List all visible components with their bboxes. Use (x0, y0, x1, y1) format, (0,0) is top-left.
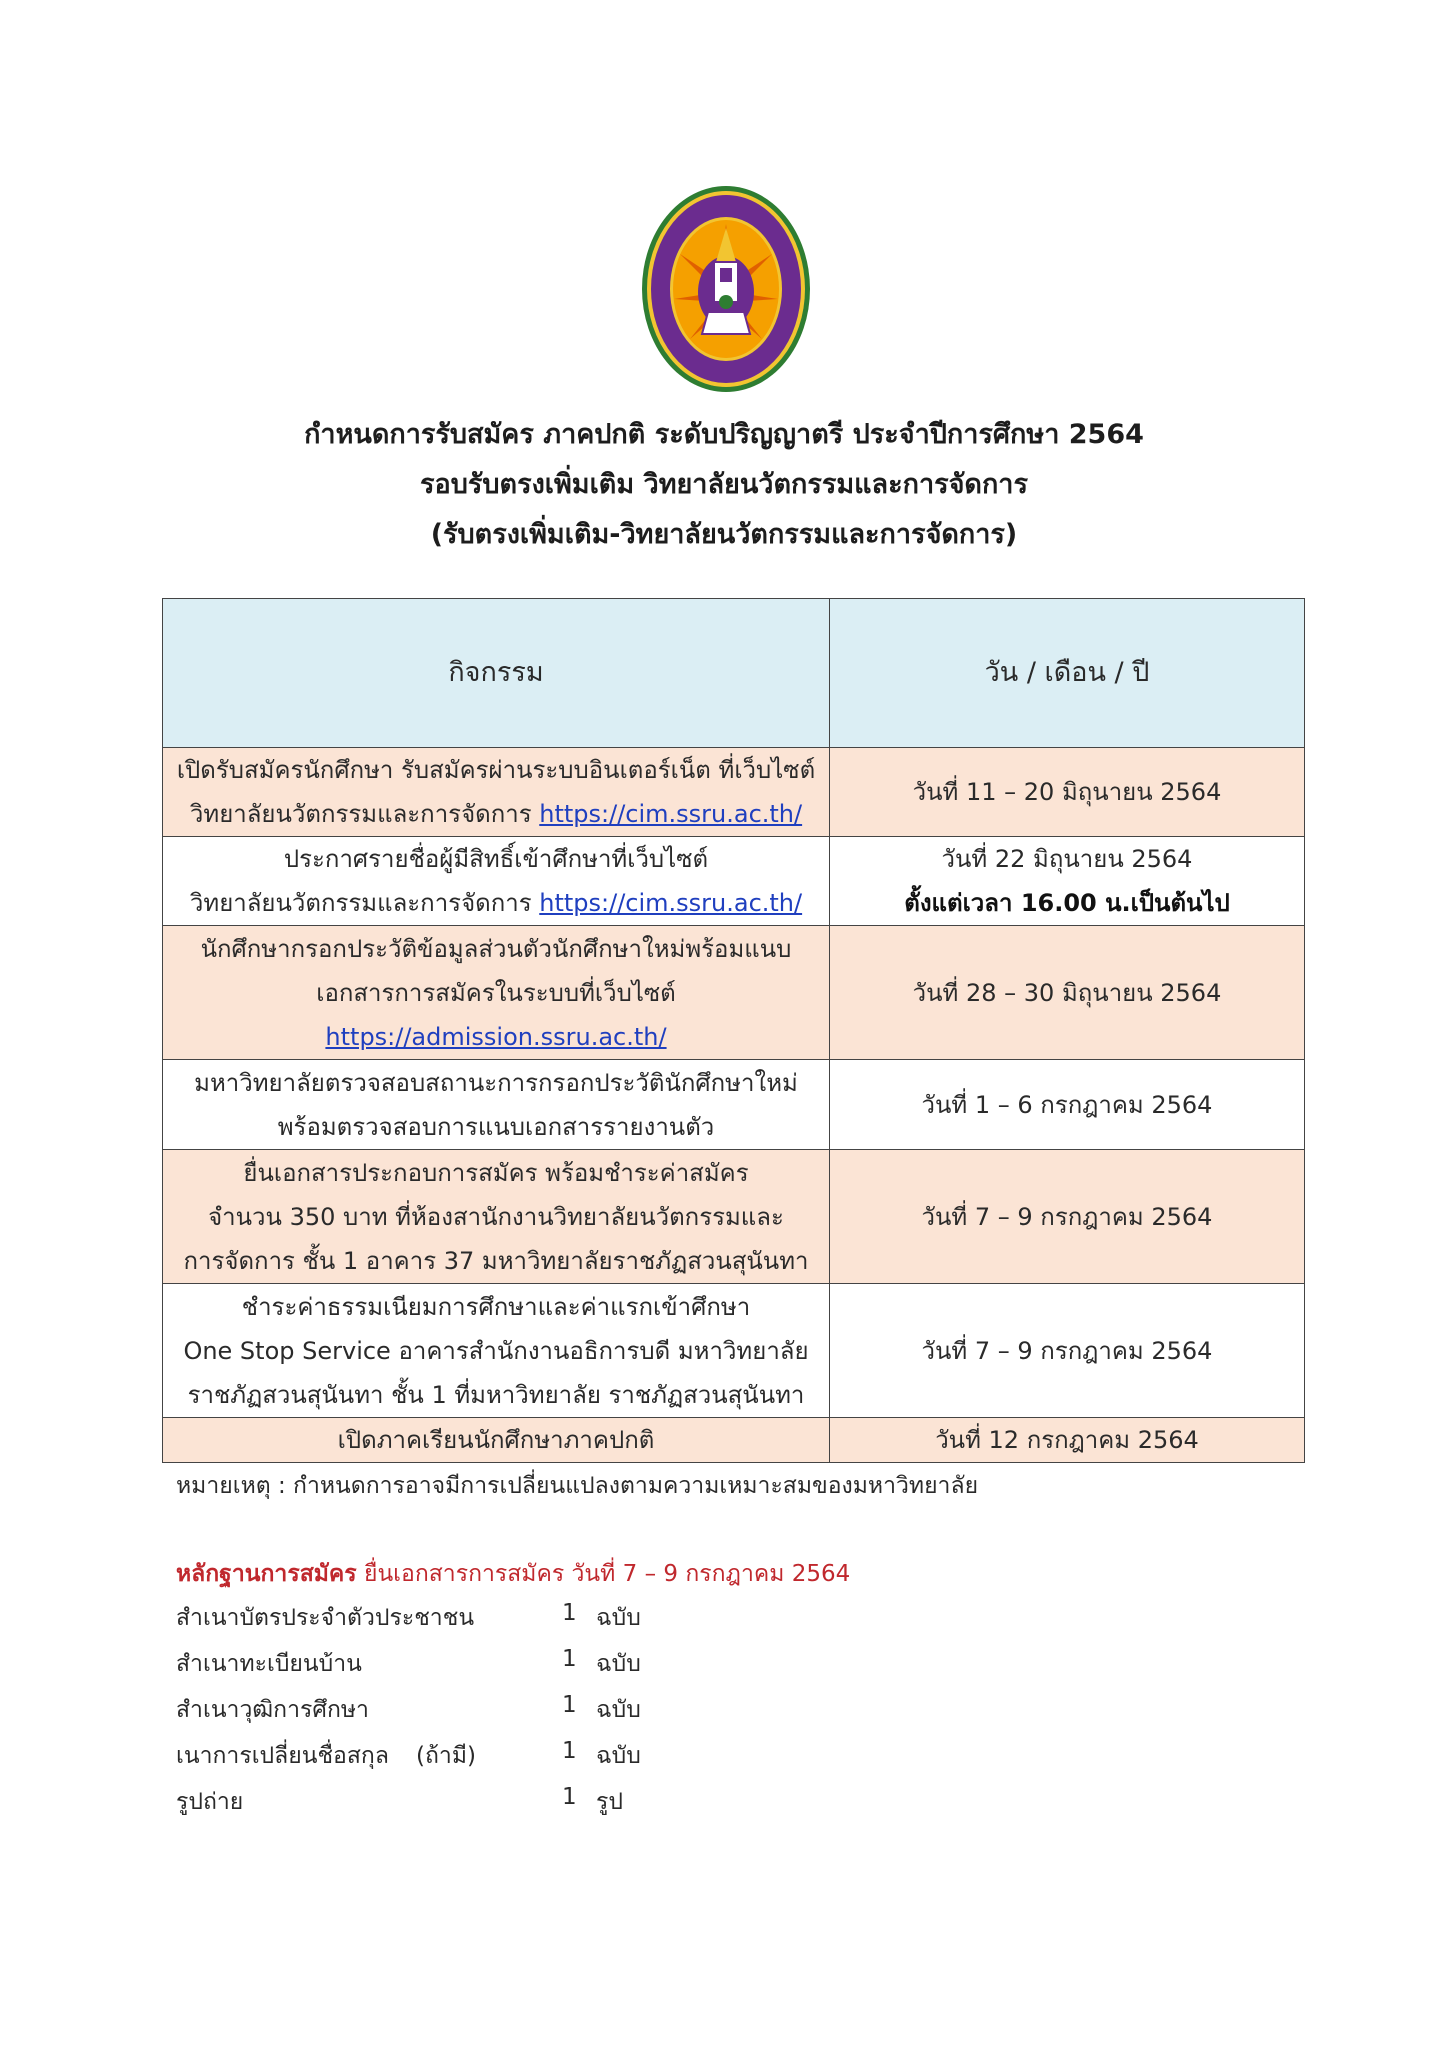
requirement-qty: 1 (562, 1738, 577, 1764)
requirement-name: สำเนาทะเบียนบ้าน (176, 1651, 362, 1677)
activity-cell (163, 926, 830, 1060)
requirement-name: สำเนาบัตรประจำตัวประชาชน (176, 1605, 475, 1631)
requirements-heading-bold: หลักฐานการสมัคร (176, 1561, 357, 1587)
requirements-list (176, 1600, 776, 1830)
date-cell (830, 837, 1305, 926)
date-text: วันที่ 22 มิถุนายน 2564 (941, 845, 1193, 873)
schedule-table (162, 598, 1305, 1463)
table-row (163, 1150, 1305, 1284)
cim-website-link[interactable]: https://cim.ssru.ac.th/ (539, 800, 803, 828)
activity-line: ราชภัฏสวนสุนันทา ชั้น 1 ที่มหาวิทยาลัย ราชภัฏสวนสุนันทา (187, 1380, 805, 1409)
date-cell: วันที่ 7 – 9 กรกฎาคม 2564 (830, 1150, 1305, 1284)
activity-prefix: วิทยาลัยนวัตกรรมและการจัดการ (189, 800, 540, 828)
requirements-heading (176, 1556, 850, 1592)
activity-line: One Stop Service อาคารสำนักงานอธิการบดี มหาวิทยาลัย (183, 1336, 809, 1365)
table-row (163, 748, 1305, 837)
activity-line: ประกาศรายชื่อผู้มีสิทธิ์เข้าศึกษาที่เว็บไซต์ (283, 845, 709, 873)
activity-line: จำนวน 350 บาท ที่ห้องสานักงานวิทยาลัยนวัตกรรมและ (208, 1202, 784, 1231)
schedule-note: หมายเหตุ : กำหนดการอาจมีการเปลี่ยนแปลงตามความเหมาะสมของมหาวิทยาลัย (176, 1473, 979, 1499)
document-header (0, 410, 1448, 560)
requirement-qty: 1 (562, 1600, 577, 1626)
activity-cell (163, 837, 830, 926)
activity-line: การจัดการ ชั้น 1 อาคาร 37 มหาวิทยาลัยราชภัฏสวนสุนันทา (183, 1246, 809, 1275)
requirement-name: รูปถ่าย (176, 1789, 244, 1815)
requirement-name: เนาการเปลี่ยนชื่อสกุล (176, 1743, 389, 1769)
activity-line: ยื่นเอกสารประกอบการสมัคร พร้อมชำระค่าสมัคร (243, 1158, 749, 1187)
list-item (176, 1784, 776, 1830)
university-seal-logo (640, 184, 812, 394)
date-cell: วันที่ 1 – 6 กรกฎาคม 2564 (830, 1060, 1305, 1150)
requirement-unit: ฉบับ (596, 1697, 641, 1723)
activity-cell (163, 1150, 830, 1284)
requirement-qty: 1 (562, 1784, 577, 1810)
list-item (176, 1646, 776, 1692)
header-date: วัน / เดือน / ปี (830, 599, 1305, 748)
activity-cell (163, 1060, 830, 1150)
requirement-unit: ฉบับ (596, 1743, 641, 1769)
activity-line: ชำระค่าธรรมเนียมการศึกษาและค่าแรกเข้าศึกษา (241, 1292, 751, 1321)
header-activity: กิจกรรม (163, 599, 830, 748)
activity-line: พร้อมตรวจสอบการแนบเอกสารรายงานตัว (277, 1112, 715, 1141)
activity-line: เอกสารการสมัครในระบบที่เว็บไซต์ (316, 978, 676, 1007)
requirement-qty: 1 (562, 1646, 577, 1672)
date-cell: วันที่ 12 กรกฎาคม 2564 (830, 1418, 1305, 1463)
activity-prefix: วิทยาลัยนวัตกรรมและการจัดการ (189, 889, 540, 917)
activity-line: มหาวิทยาลัยตรวจสอบสถานะการกรอกประวัตินักศึกษาใหม่ (194, 1068, 798, 1097)
list-item (176, 1738, 776, 1784)
title-line-2: รอบรับตรงเพิ่มเติม วิทยาลัยนวัตกรรมและการจัดการ (420, 469, 1028, 500)
requirement-unit: ฉบับ (596, 1605, 641, 1631)
date-cell: วันที่ 11 – 20 มิถุนายน 2564 (830, 748, 1305, 837)
requirement-unit: รูป (596, 1789, 623, 1815)
activity-line: เปิดภาคเรียนนักศึกษาภาคปกติ (337, 1426, 655, 1454)
requirement-qualifier: (ถ้ามี) (416, 1743, 476, 1769)
title-line-1: กำหนดการรับสมัคร ภาคปกติ ระดับปริญญาตรี ประจำปีการศึกษา 2564 (304, 419, 1144, 450)
admission-website-link[interactable]: https://admission.ssru.ac.th/ (325, 1022, 667, 1051)
requirements-heading-rest: ยื่นเอกสารการสมัคร วันที่ 7 – 9 กรกฎาคม 2564 (356, 1561, 851, 1587)
table-header-row (163, 599, 1305, 748)
date-cell: วันที่ 28 – 30 มิถุนายน 2564 (830, 926, 1305, 1060)
table-row (163, 926, 1305, 1060)
requirement-qty: 1 (562, 1692, 577, 1718)
table-row (163, 1060, 1305, 1150)
title-line-3: (รับตรงเพิ่มเติม-วิทยาลัยนวัตกรรมและการจัดการ) (430, 519, 1018, 550)
activity-cell (163, 1418, 830, 1463)
cim-website-link[interactable]: https://cim.ssru.ac.th/ (539, 889, 803, 917)
activity-cell (163, 748, 830, 837)
activity-line: นักศึกษากรอกประวัติข้อมูลส่วนตัวนักศึกษาใหม่พร้อมแนบ (200, 934, 792, 963)
activity-cell (163, 1284, 830, 1418)
table-row (163, 1284, 1305, 1418)
list-item (176, 1600, 776, 1646)
requirement-unit: ฉบับ (596, 1651, 641, 1677)
activity-line: เปิดรับสมัครนักศึกษา รับสมัครผ่านระบบอินเตอร์เน็ต ที่เว็บไซต์ (176, 756, 816, 784)
list-item (176, 1692, 776, 1738)
table-row (163, 1418, 1305, 1463)
date-time-note: ตั้งแต่เวลา 16.00 น.เป็นต้นไป (904, 889, 1230, 917)
table-row (163, 837, 1305, 926)
requirement-name: สำเนาวุฒิการศึกษา (176, 1697, 369, 1723)
date-cell: วันที่ 7 – 9 กรกฎาคม 2564 (830, 1284, 1305, 1418)
